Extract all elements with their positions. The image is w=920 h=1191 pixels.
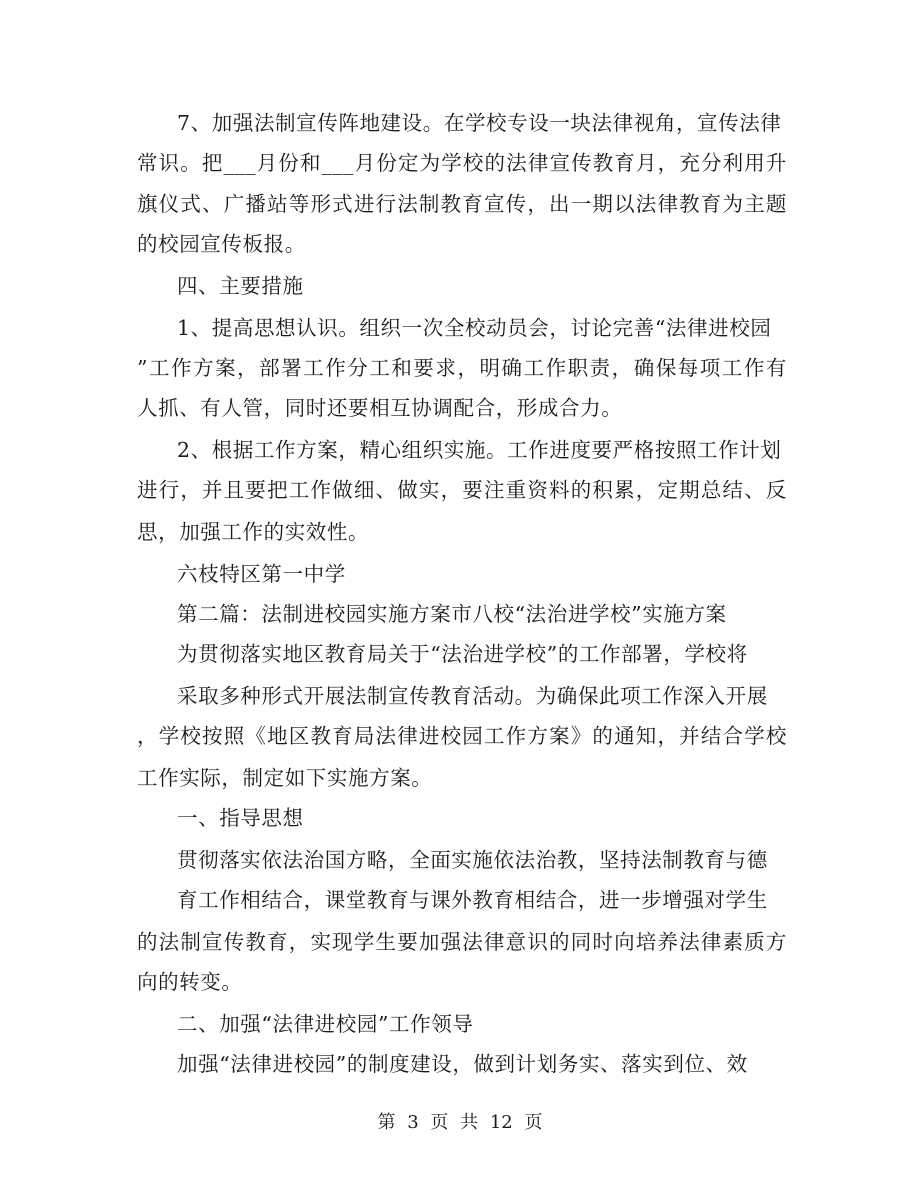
text-line-17: 工作实际，制定如下实施方案。 (137, 766, 433, 790)
text-line-15: 采取多种形式开展法制宣传教育活动。为确保此项工作深入开展 (177, 684, 768, 708)
text-line-2: 常识。把___月份和___月份定为学校的法律宣传教育月，充分利用升 (137, 151, 787, 175)
text-line-1: 7、加强法制宣传阵地建设。在学校专设一块法律视角，宣传法律 (177, 111, 782, 135)
text-line-22: 向的转变。 (137, 970, 243, 994)
text-line-21: 的法制宣传教育，实现学生要加强法律意识的同时向培养法律素质方 (137, 930, 787, 954)
school-name: 六枝特区第一中学 (177, 562, 346, 586)
text-line-3: 旗仪式、广播站等形式进行法制教育宣传，出一期以法律教育为主题 (137, 192, 787, 216)
text-line-4: 的校园宣传板报。 (137, 232, 306, 256)
text-line-6: 1、提高思想认识。组织一次全校动员会，讨论完善“法律进校园 (177, 316, 772, 340)
text-line-10: 进行，并且要把工作做细、做实，要注重资料的积累，定期总结、反 (137, 478, 787, 502)
section-heading-measures: 四、主要措施 (177, 274, 304, 298)
text-line-19: 贯彻落实依法治国方略，全面实施依法治教，坚持法制教育与德 (177, 848, 768, 872)
section-heading-guiding-ideology: 一、指导思想 (177, 806, 304, 830)
chapter-title: 第二篇：法制进校园实施方案市八校“法治进学校”实施方案 (177, 602, 727, 626)
text-line-14: 为贯彻落实地区教育局关于“法治进学校”的工作部署，学校将 (177, 642, 748, 666)
section-heading-leadership: 二、加强“法律进校园”工作领导 (177, 1012, 474, 1036)
text-line-24: 加强“法律进校园”的制度建设，做到计划务实、落实到位、效 (177, 1052, 748, 1076)
text-line-11: 思，加强工作的实效性。 (137, 520, 370, 544)
text-line-9: 2、根据工作方案，精心组织实施。工作进度要严格按照工作计划 (177, 438, 782, 462)
text-line-8: 人抓、有人管，同时还要相互协调配合，形成合力。 (137, 396, 623, 420)
page-footer: 第 3 页 共 12 页 (377, 1112, 543, 1133)
text-line-16: ，学校按照《地区教育局法律进校园工作方案》的通知，并结合学校 (137, 724, 787, 748)
text-line-20: 育工作相结合，课堂教育与课外教育相结合，进一步增强对学生 (177, 888, 768, 912)
text-line-7: ”工作方案，部署工作分工和要求，明确工作职责，确保每项工作有 (137, 356, 787, 380)
